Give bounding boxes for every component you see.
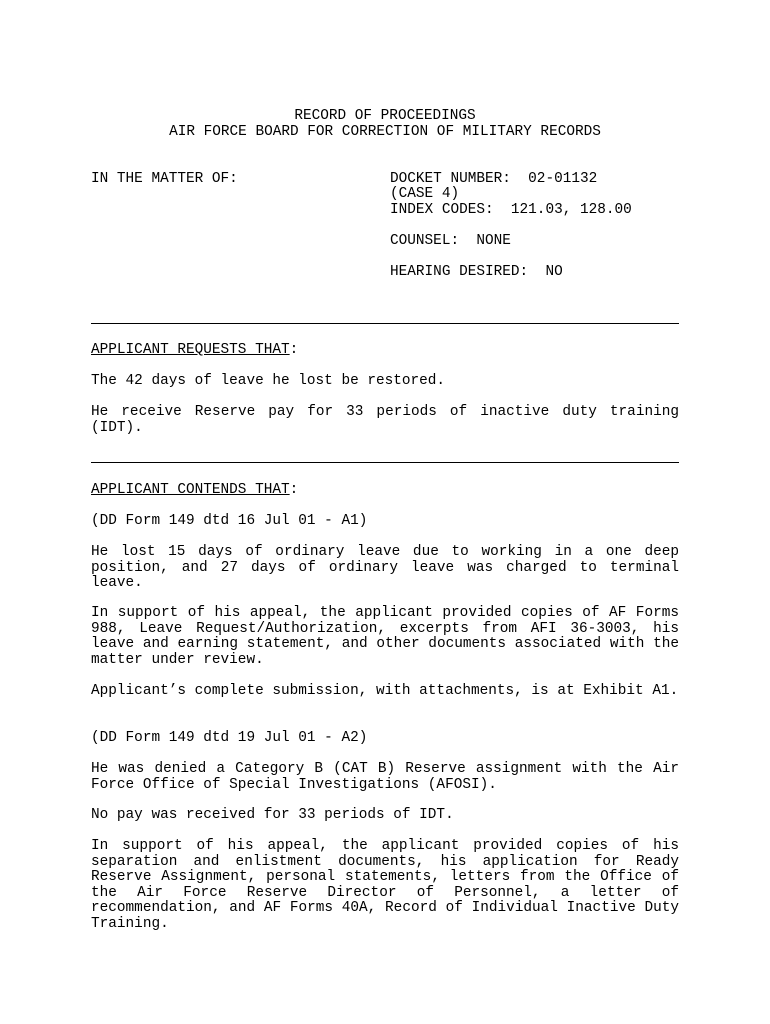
contends-heading-colon: : [289,482,299,498]
contends-heading [91,483,298,499]
contention-paragraph: He lost 15 days of ordinary leave due to working in a one deep position, and 27 days of ordinary leave was charged to terminal leave. [91,544,679,591]
section-divider [91,462,679,463]
docket-number: DOCKET NUMBER: 02-01132 [390,171,598,187]
request-item: He receive Reserve pay for 33 periods of inactive duty training (IDT). [91,404,679,436]
matter-label: IN THE MATTER OF: [91,171,238,187]
counsel: COUNSEL: NONE [390,233,511,249]
document-subtitle: AIR FORCE BOARD FOR CORRECTION OF MILITARY RECORDS [169,124,601,140]
dd-form-reference: (DD Form 149 dtd 16 Jul 01 - A1) [91,513,368,529]
support-paragraph: In support of his appeal, the applicant provided copies of his separation and enlistment documents, his application for Ready Reserve Assignment, personal statements, letters from the Office of the Air Force Reserve Director of Personnel, a letter of recommendation, and AF Forms 40A, Record of Individual Inactive Duty Training. [91,838,679,932]
document-title: RECORD OF PROCEEDINGS [294,108,476,124]
requests-heading-colon: : [289,342,299,358]
section-divider [91,323,679,324]
hearing-desired: HEARING DESIRED: NO [390,264,563,280]
case-number: (CASE 4) [390,186,460,202]
requests-heading-text: APPLICANT REQUESTS THAT [91,342,290,358]
dd-form-reference: (DD Form 149 dtd 19 Jul 01 - A2) [91,730,368,746]
index-codes: INDEX CODES: 121.03, 128.00 [390,202,632,218]
contention-paragraph: He was denied a Category B (CAT B) Reserve assignment with the Air Force Office of Special Investigations (AFOSI). [91,761,679,793]
support-paragraph: In support of his appeal, the applicant provided copies of AF Forms 988, Leave Request/Authorization, excerpts from AFI 36-3003, his leave and earning statement, and other documents associated with the matter under review. [91,605,679,668]
contends-heading-text: APPLICANT CONTENDS THAT [91,482,290,498]
requests-heading [91,343,298,359]
contention-paragraph: No pay was received for 33 periods of IDT. [91,807,454,823]
exhibit-paragraph: Applicant’s complete submission, with attachments, is at Exhibit A1. [91,683,679,699]
request-item: The 42 days of leave he lost be restored. [91,373,446,389]
